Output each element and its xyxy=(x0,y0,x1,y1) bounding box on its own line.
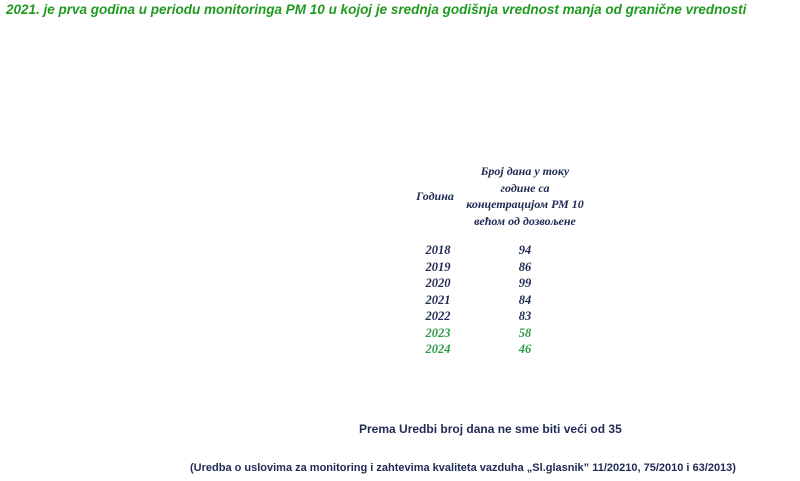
table-row-highlighted xyxy=(405,325,605,342)
header-year: Година xyxy=(416,188,454,203)
row-days: 58 xyxy=(518,325,532,340)
row-days: 83 xyxy=(518,309,532,323)
row-year: 2023 xyxy=(425,325,451,340)
table-row xyxy=(405,259,605,276)
limit-note: Prema Uredbi broj dana ne sme biti veći od 35 xyxy=(359,422,622,436)
row-days: 86 xyxy=(518,259,532,274)
row-year: 2019 xyxy=(425,259,451,274)
table-rows xyxy=(405,242,605,358)
row-year: 2022 xyxy=(425,309,451,323)
table-row-highlighted xyxy=(405,341,605,358)
row-days: 46 xyxy=(518,342,532,356)
table-row xyxy=(405,242,605,259)
table-row xyxy=(405,275,605,292)
table-header xyxy=(405,163,605,229)
row-year: 2021 xyxy=(425,292,451,307)
table-row xyxy=(405,292,605,309)
pm10-days-table xyxy=(405,163,605,358)
row-days: 99 xyxy=(518,276,532,290)
row-year: 2020 xyxy=(425,276,451,290)
row-days: 94 xyxy=(518,243,532,257)
row-days: 84 xyxy=(518,292,532,307)
row-year: 2018 xyxy=(425,243,451,257)
row-year: 2024 xyxy=(425,342,451,356)
header-days: Број дана у току године са концетрацијом РМ 10 већом од дозвољене xyxy=(466,164,584,228)
table-row xyxy=(405,308,605,325)
source-citation: (Uredba o uslovima za monitoring i zahtevima kvaliteta vazduha „Sl.glasnik” 11/20210, 75/2010 i 63/2013) xyxy=(190,462,736,474)
headline: 2021. je prva godina u periodu monitoringa PM 10 u kojoj je srednja godišnja vrednost manja od granične vrednosti xyxy=(6,2,747,17)
